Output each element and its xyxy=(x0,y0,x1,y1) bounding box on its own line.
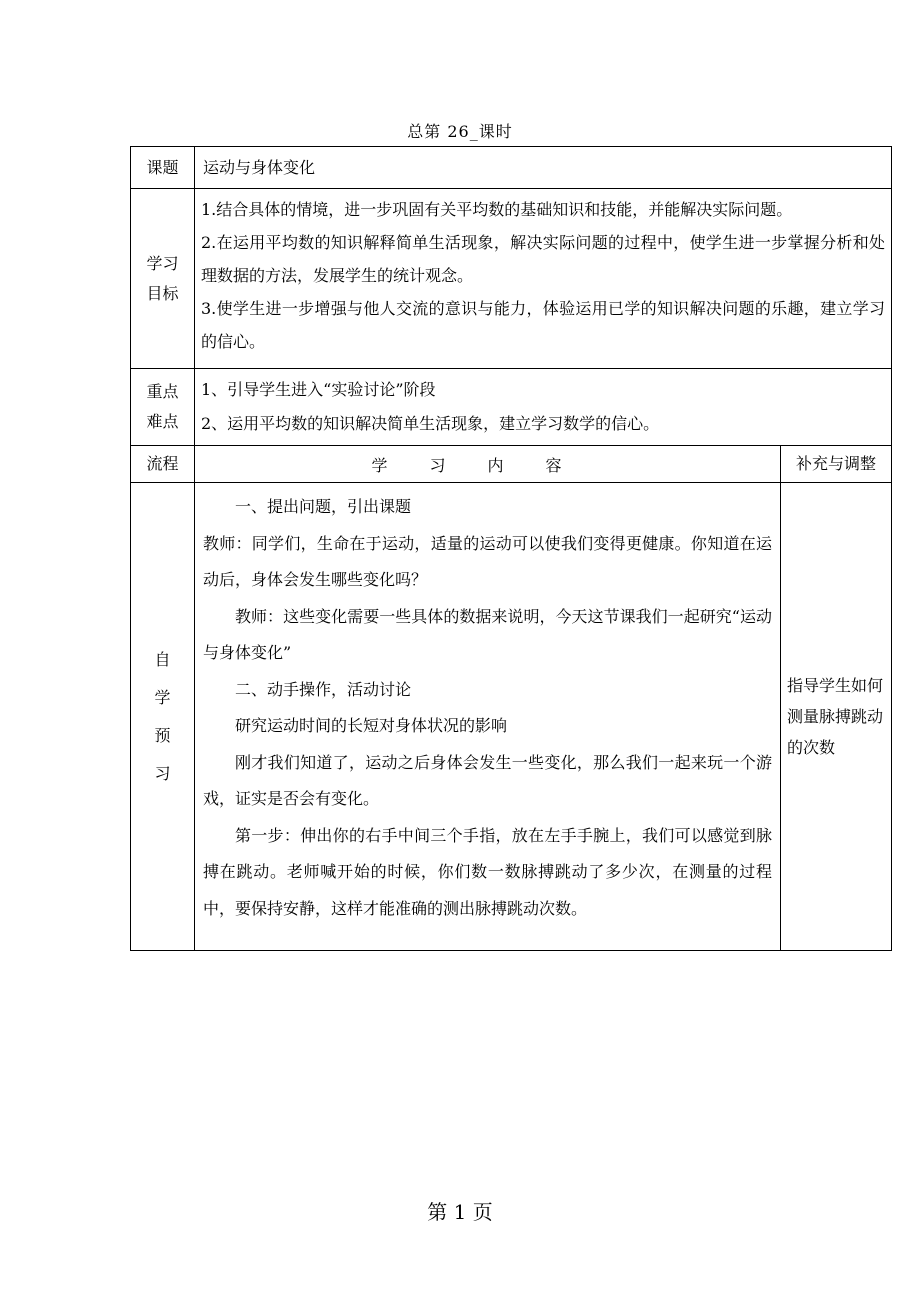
objective-item: 3.使学生进一步增强与他人交流的意识与能力，体验运用已学的知识解决问题的乐趣，建立学习的信心。 xyxy=(201,299,886,351)
lesson-content xyxy=(195,483,781,951)
objectives-label-line: 目标 xyxy=(146,283,179,303)
key-points-row xyxy=(131,369,892,446)
stage-label-char: 学 xyxy=(154,687,171,707)
content-paragraph: 教师：这些变化需要一些具体的数据来说明，今天这节课我们一起研究“运动与身体变化” xyxy=(203,606,772,662)
objectives-text xyxy=(195,189,892,369)
stage-label-char: 预 xyxy=(154,725,171,745)
objectives-label xyxy=(131,189,195,369)
section-heading: 一、提出问题，引出课题 xyxy=(235,497,412,516)
key-points-text xyxy=(195,369,892,446)
lesson-number: 总第 26_课时 xyxy=(407,122,513,141)
content-heading: 学习内容 xyxy=(195,446,781,483)
objectives-row xyxy=(131,189,892,369)
page-number: 第 1 页 xyxy=(427,1200,493,1224)
lesson-plan-table xyxy=(130,146,892,951)
topic-label: 课题 xyxy=(131,147,195,189)
content-paragraph: 第一步：伸出你的右手中间三个手指，放在左手手腕上，我们可以感觉到脉搏在跳动。老师喊开始的时候，你们数一数脉搏跳动了多少次，在测量的过程中，要保持安静，这样才能准确的测出脉搏跳动次数。 xyxy=(203,825,772,918)
topic-value: 运动与身体变化 xyxy=(195,147,892,189)
key-label-line: 难点 xyxy=(146,412,179,431)
side-note: 指导学生如何测量脉搏跳动的次数 xyxy=(781,483,892,951)
topic-row xyxy=(131,147,892,189)
key-point-item: 2、运用平均数的知识解决简单生活现象，建立学习数学的信心。 xyxy=(201,414,660,433)
stage-label-char: 自 xyxy=(154,649,171,669)
key-points-label xyxy=(131,369,195,446)
objectives-label-line: 学习 xyxy=(146,253,179,273)
content-paragraph: 刚才我们知道了，运动之后身体会发生一些变化，那么我们一起来玩一个游戏，证实是否会有变化。 xyxy=(203,752,772,808)
objective-item: 2.在运用平均数的知识解释简单生活现象，解决实际问题的过程中，使学生进一步掌握分析和处理数据的方法，发展学生的统计观念。 xyxy=(201,233,886,285)
content-paragraph: 研究运动时间的长短对身体状况的影响 xyxy=(235,716,508,735)
header-row xyxy=(131,446,892,483)
stage-label-char: 习 xyxy=(154,763,171,783)
objective-item: 1.结合具体的情境，进一步巩固有关平均数的基础知识和技能，并能解决实际问题。 xyxy=(201,200,793,219)
adjust-heading: 补充与调整 xyxy=(781,446,892,483)
content-row xyxy=(131,483,892,951)
section-heading: 二、动手操作，活动讨论 xyxy=(235,679,412,699)
key-label-line: 重点 xyxy=(146,382,179,401)
key-point-item: 1、引导学生进入“实验讨论”阶段 xyxy=(201,380,436,399)
content-paragraph: 教师：同学们，生命在于运动，适量的运动可以使我们变得更健康。你知道在运动后，身体会发生哪些变化吗？ xyxy=(203,533,772,589)
stage-label xyxy=(131,483,195,951)
process-label: 流程 xyxy=(131,446,195,483)
